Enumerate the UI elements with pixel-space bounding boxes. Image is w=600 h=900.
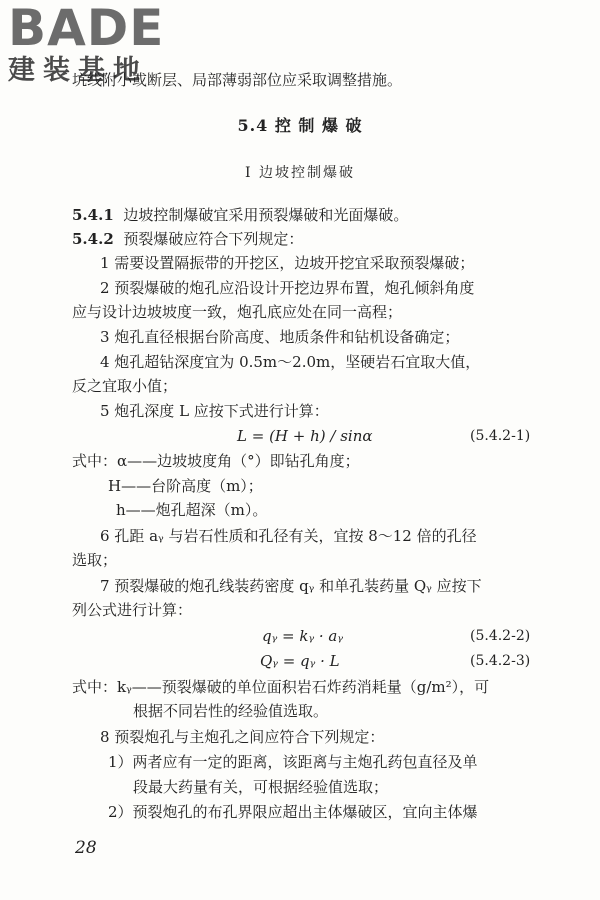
equation-1: L = (H + h) / sinα xyxy=(237,427,373,445)
item-2-line-2: 应与设计边坡坡度一致，炮孔底应处在同一高程； xyxy=(72,303,403,321)
clause-5-4-1 xyxy=(72,205,408,225)
item-4-line-2: 反之宜取小值； xyxy=(72,377,178,395)
item-4-line-1: 4 炮孔超钻深度宜为 0.5m～2.0m，坚硬岩石宜取大值， xyxy=(100,353,481,371)
item-5: 5 炮孔深度 L 应按下式进行计算： xyxy=(100,402,329,420)
subitem-1-line-1: 1）两者应有一定的距离，该距离与主炮孔药包直径及单 xyxy=(108,753,478,771)
clause-5-4-2 xyxy=(72,229,303,249)
page-number: 28 xyxy=(75,838,97,858)
logo-brand-cn: 建装基地 xyxy=(8,55,148,86)
section-heading: 5.4 控 制 爆 破 xyxy=(237,116,363,135)
item-3: 3 炮孔直径根据台阶高度、地质条件和钻机设备确定； xyxy=(100,328,460,346)
subitem-2: 2）预裂炮孔的布孔界限应超出主体爆破区，宜向主体爆 xyxy=(108,803,478,821)
where-h-lower: h——炮孔超深（m）。 xyxy=(116,501,268,519)
item-7-line-2: 列公式进行计算： xyxy=(72,601,193,619)
text-line-continuation: 坑线附小或断层、局部薄弱部位应采取调整措施。 xyxy=(72,71,403,89)
item-1: 1 需要设置隔振带的开挖区，边坡开挖宜采取预裂爆破； xyxy=(100,254,475,272)
clause-text: 预裂爆破应符合下列规定： xyxy=(123,230,304,248)
where-k: 式中：kᵧ——预裂爆破的单位面积岩石炸药消耗量（g/m²），可 xyxy=(72,678,490,696)
equation-1-number: (5.4.2-1) xyxy=(470,428,531,444)
item-6-line-2: 选取； xyxy=(72,551,118,569)
item-7-line-1: 7 预裂爆破的炮孔线装药密度 qᵧ 和单孔装药量 Qᵧ 应按下 xyxy=(100,577,482,595)
subitem-1-line-2: 段最大药量有关，可根据经验值选取； xyxy=(133,778,389,796)
clause-text: 边坡控制爆破宜采用预裂爆破和光面爆破。 xyxy=(123,206,409,224)
where-alpha: 式中：α——边坡坡度角（°）即钻孔角度； xyxy=(72,452,360,470)
clause-number: 5.4.2 xyxy=(72,230,114,248)
equation-2: qᵧ = kᵧ · aᵧ xyxy=(262,627,343,645)
equation-3: Qᵧ = qᵧ · L xyxy=(260,652,340,670)
where-k-continued: 根据不同岩性的经验值选取。 xyxy=(133,702,329,720)
subsection-heading: Ⅰ 边坡控制爆破 xyxy=(245,165,355,181)
item-6-line-1: 6 孔距 aᵧ 与岩石性质和孔径有关，宜按 8～12 倍的孔径 xyxy=(100,527,477,545)
item-2-line-1: 2 预裂爆破的炮孔应沿设计开挖边界布置，炮孔倾斜角度 xyxy=(100,279,475,297)
equation-3-number: (5.4.2-3) xyxy=(470,653,531,669)
logo-brand-en: BADE xyxy=(8,0,165,57)
item-8: 8 预裂炮孔与主炮孔之间应符合下列规定： xyxy=(100,728,385,746)
where-h-upper: H——台阶高度（m）； xyxy=(108,477,263,495)
clause-number: 5.4.1 xyxy=(72,206,114,224)
equation-2-number: (5.4.2-2) xyxy=(470,628,531,644)
